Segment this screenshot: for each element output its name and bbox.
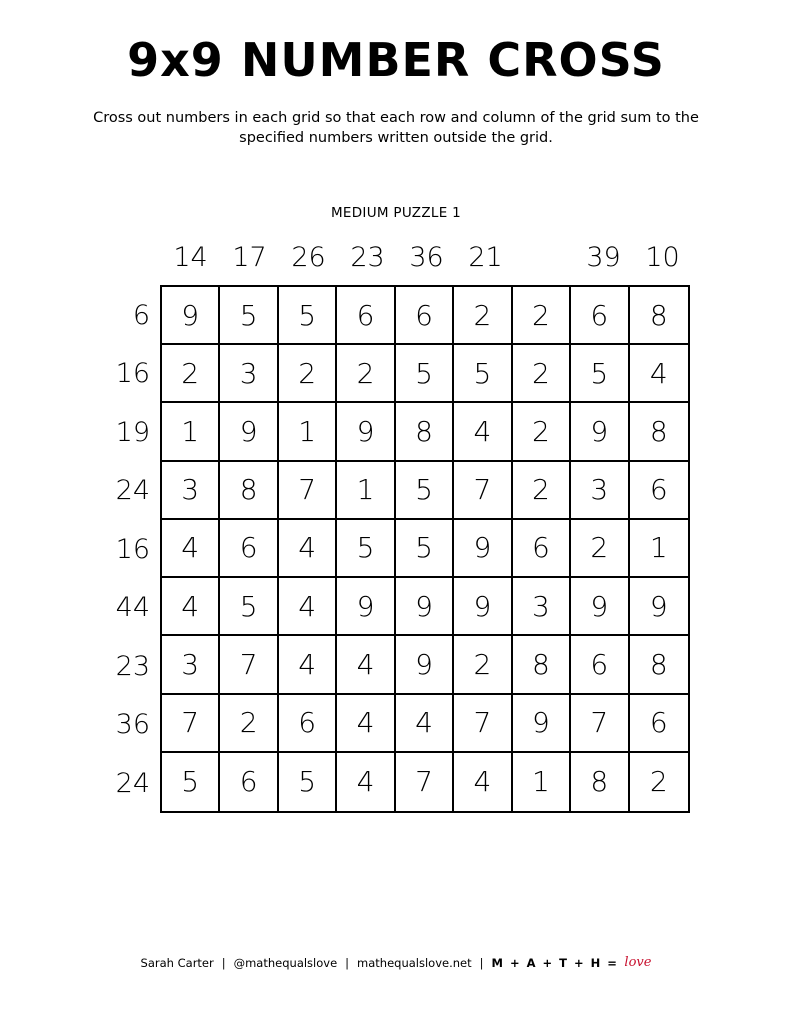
row-sum: 16: [115, 533, 150, 565]
grid-cell[interactable]: 9: [630, 578, 688, 636]
footer-separator: |: [345, 956, 350, 970]
grid-cell[interactable]: 1: [279, 403, 337, 461]
grid-cell[interactable]: 8: [571, 753, 629, 811]
grid-cell[interactable]: 6: [220, 520, 278, 578]
grid-cell[interactable]: 8: [630, 287, 688, 345]
grid-cell[interactable]: 4: [162, 520, 220, 578]
grid-cell[interactable]: 1: [513, 753, 571, 811]
grid-cell[interactable]: 8: [220, 462, 278, 520]
grid-cell[interactable]: 1: [630, 520, 688, 578]
grid-cell[interactable]: 6: [396, 287, 454, 345]
grid-cell[interactable]: 2: [220, 695, 278, 753]
grid-cell[interactable]: 6: [630, 695, 688, 753]
grid-cell[interactable]: 4: [279, 520, 337, 578]
grid-cell[interactable]: 8: [630, 403, 688, 461]
column-sum: 14: [173, 242, 208, 273]
column-sum: [515, 238, 574, 278]
grid-cell[interactable]: 9: [571, 403, 629, 461]
grid-cell[interactable]: 3: [220, 345, 278, 403]
grid-cell[interactable]: 7: [454, 695, 512, 753]
grid-cell[interactable]: 3: [162, 462, 220, 520]
column-sum: 21: [468, 242, 503, 273]
column-sums: [161, 238, 692, 278]
row-sum: 36: [115, 709, 150, 741]
brand-logo-text: M + A + T + H =: [491, 956, 619, 970]
grid-cell[interactable]: 6: [220, 753, 278, 811]
grid-cell[interactable]: 4: [454, 753, 512, 811]
grid-cell[interactable]: 7: [279, 462, 337, 520]
grid-cell[interactable]: 4: [279, 578, 337, 636]
grid-cell[interactable]: 2: [513, 403, 571, 461]
grid-cell[interactable]: 5: [396, 520, 454, 578]
column-sum: 23: [350, 242, 385, 273]
grid-cell[interactable]: 1: [162, 403, 220, 461]
grid-cell[interactable]: 4: [454, 403, 512, 461]
row-sum: 24: [115, 475, 150, 507]
grid-cell[interactable]: 9: [454, 520, 512, 578]
grid-cell[interactable]: 9: [220, 403, 278, 461]
grid-cell[interactable]: 2: [454, 636, 512, 694]
grid-cell[interactable]: 5: [279, 753, 337, 811]
grid-cell[interactable]: 2: [337, 345, 395, 403]
grid-cell[interactable]: 4: [162, 578, 220, 636]
column-sum: 36: [409, 242, 444, 273]
row-sum: 44: [115, 592, 150, 624]
page-title: 9x9 NUMBER CROSS: [127, 33, 665, 87]
row-sum: 19: [115, 416, 150, 448]
grid-cell[interactable]: 4: [337, 753, 395, 811]
footer: [0, 955, 792, 971]
grid-cell[interactable]: 1: [337, 462, 395, 520]
grid-cell[interactable]: 2: [571, 520, 629, 578]
grid-cell[interactable]: 5: [220, 578, 278, 636]
grid-cell[interactable]: 6: [571, 636, 629, 694]
grid-cell[interactable]: 5: [454, 345, 512, 403]
grid-cell[interactable]: 7: [162, 695, 220, 753]
grid-cell[interactable]: 8: [396, 403, 454, 461]
grid-cell[interactable]: 9: [396, 636, 454, 694]
column-sum: 39: [586, 242, 621, 273]
puzzle-grid: [160, 285, 690, 813]
grid-cell[interactable]: 5: [396, 462, 454, 520]
grid-cell[interactable]: 6: [630, 462, 688, 520]
footer-separator: |: [221, 956, 226, 970]
grid-cell[interactable]: 4: [630, 345, 688, 403]
footer-handle: @mathequalslove: [233, 956, 338, 970]
grid-cell[interactable]: 2: [454, 287, 512, 345]
grid-cell[interactable]: 2: [513, 345, 571, 403]
grid-cell[interactable]: 8: [630, 636, 688, 694]
grid-cell[interactable]: 9: [571, 578, 629, 636]
grid-cell[interactable]: 9: [337, 403, 395, 461]
grid-cell[interactable]: 6: [279, 695, 337, 753]
grid-cell[interactable]: 7: [396, 753, 454, 811]
grid-cell[interactable]: 9: [513, 695, 571, 753]
grid-cell[interactable]: 4: [337, 636, 395, 694]
grid-cell[interactable]: 7: [220, 636, 278, 694]
grid-cell[interactable]: 4: [396, 695, 454, 753]
grid-cell[interactable]: 6: [571, 287, 629, 345]
grid-cell[interactable]: 5: [220, 287, 278, 345]
row-sum: 23: [115, 650, 150, 682]
footer-author: Sarah Carter: [140, 956, 214, 970]
column-sum: 17: [232, 242, 267, 273]
row-sums: [96, 286, 154, 813]
grid-cell[interactable]: 6: [337, 287, 395, 345]
grid-cell[interactable]: 2: [279, 345, 337, 403]
grid-cell[interactable]: 5: [571, 345, 629, 403]
row-sum: 24: [115, 767, 150, 799]
grid-cell[interactable]: 2: [513, 462, 571, 520]
grid-cell[interactable]: 7: [454, 462, 512, 520]
grid-cell[interactable]: 2: [162, 345, 220, 403]
grid-cell[interactable]: 3: [571, 462, 629, 520]
footer-separator: |: [479, 956, 484, 970]
grid-cell[interactable]: 5: [396, 345, 454, 403]
instructions: Cross out numbers in each grid so that each row and column of the grid sum to the specified numbers written outside the grid.: [93, 110, 699, 146]
grid-cell[interactable]: 4: [279, 636, 337, 694]
grid-cell[interactable]: 8: [513, 636, 571, 694]
grid-cell[interactable]: 2: [649, 765, 668, 799]
column-sum: 10: [645, 242, 680, 273]
grid-cell[interactable]: 4: [337, 695, 395, 753]
grid-cell[interactable]: 9: [337, 578, 395, 636]
grid-cell[interactable]: 6: [513, 520, 571, 578]
grid-cell[interactable]: 9: [454, 578, 512, 636]
grid-cell[interactable]: 3: [513, 578, 571, 636]
row-sum: 16: [115, 358, 150, 390]
grid-cell[interactable]: 5: [162, 753, 220, 811]
grid-cell[interactable]: 9: [162, 287, 220, 345]
grid-cell[interactable]: 5: [279, 287, 337, 345]
grid-cell[interactable]: 7: [571, 695, 629, 753]
puzzle-label: MEDIUM PUZZLE 1: [330, 205, 462, 221]
grid-cell[interactable]: 2: [513, 287, 571, 345]
column-sum: 26: [291, 242, 326, 273]
footer-site: mathequalslove.net: [357, 956, 472, 970]
grid-cell[interactable]: 5: [337, 520, 395, 578]
brand-love-logo: love: [624, 955, 652, 970]
grid-cell[interactable]: 9: [396, 578, 454, 636]
row-sum: 6: [132, 299, 150, 331]
grid-cell[interactable]: 3: [162, 636, 220, 694]
